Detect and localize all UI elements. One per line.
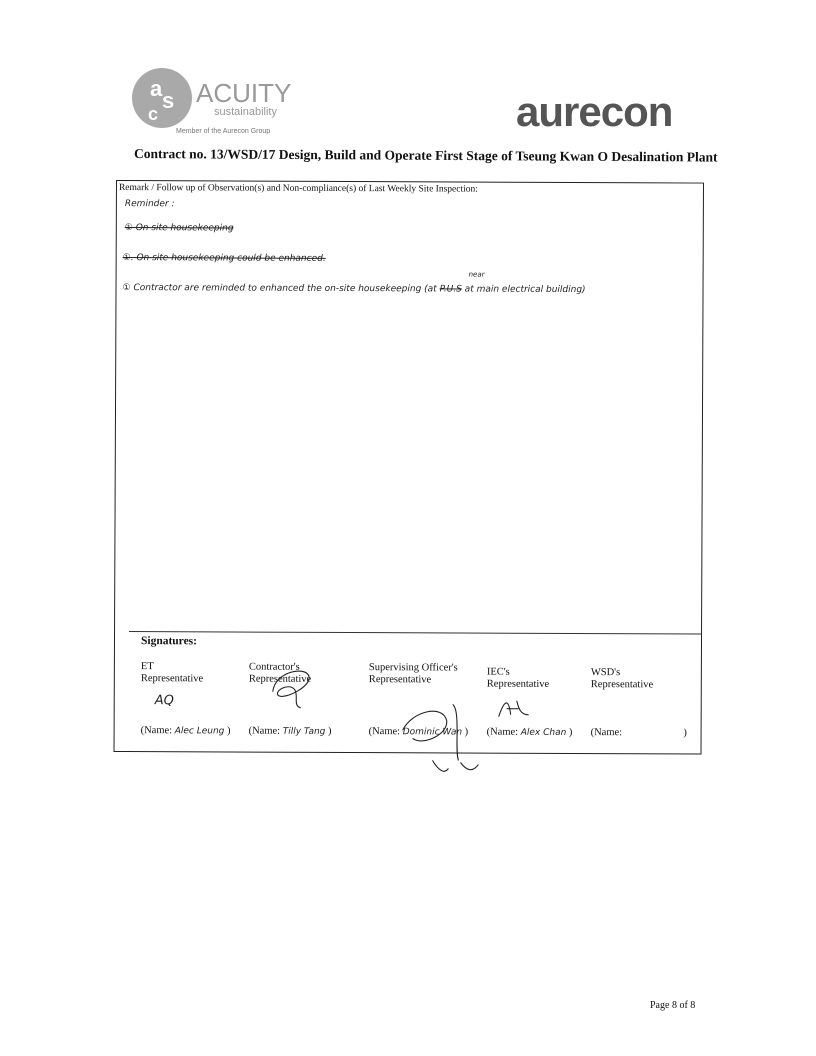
contractor-name-close: ) xyxy=(327,725,332,737)
remark-line-4-end: at main electrical building) xyxy=(464,284,586,296)
contractor-role-line2: Representative xyxy=(248,673,312,685)
wsd-name-label: (Name: xyxy=(590,727,623,739)
signature-divider xyxy=(129,631,701,634)
remark-line-4-insert: near xyxy=(468,270,485,279)
acuity-logo-sub: sustainability xyxy=(214,106,277,118)
iec-role xyxy=(487,667,549,691)
wsd-name-close: ) xyxy=(683,727,687,739)
svg-text:c: c xyxy=(148,104,159,124)
remark-line-4-text: Contractor are reminded to enhanced the on-site housekeeping (at xyxy=(133,283,437,295)
remark-form xyxy=(114,180,704,755)
wsd-role xyxy=(591,667,653,691)
iec-name-value: Alex Chan xyxy=(520,727,567,738)
page-number: Page 8 of 8 xyxy=(650,1000,696,1011)
contractor-name-label: (Name: xyxy=(248,725,281,737)
remark-line-3 xyxy=(123,253,326,264)
et-name-label: (Name: xyxy=(140,725,173,737)
contractor-name-row xyxy=(249,726,332,737)
acuity-logo-text: ACUITY xyxy=(196,78,292,108)
et-role-line2: Representative xyxy=(140,673,204,685)
so-name-value: Dominic Wan xyxy=(402,727,463,738)
so-name-row xyxy=(369,726,469,737)
iec-signature xyxy=(495,695,535,723)
et-signature: AQ xyxy=(154,693,174,709)
remark-line-1: Reminder : xyxy=(124,199,175,210)
so-name-label: (Name: xyxy=(368,726,401,738)
so-role-line2: Representative xyxy=(368,674,432,686)
contractor-name-value: Tilly Tang xyxy=(282,726,326,737)
wsd-role-line1: WSD's xyxy=(590,667,621,679)
et-name-row xyxy=(141,725,231,736)
et-role xyxy=(141,661,203,685)
remark-line-3-text: ①. On site housekeeping could be enhanced. xyxy=(122,253,326,264)
iec-name-row xyxy=(487,727,573,738)
iec-role-line1: IEC's xyxy=(486,666,510,678)
so-name-close: ) xyxy=(464,726,469,738)
signatures-heading: Signatures: xyxy=(140,635,198,648)
et-name-close: ) xyxy=(227,725,231,737)
acuity-member-text: Member of the Aurecon Group xyxy=(176,128,271,135)
so-role xyxy=(369,662,458,686)
iec-name-label: (Name: xyxy=(486,726,519,738)
remark-line-4-marker: ① xyxy=(122,283,131,294)
et-role-line1: ET xyxy=(140,661,154,673)
et-name-value: Alec Leung xyxy=(174,726,225,737)
contract-title: Contract no. 13/WSD/17 Design, Build and Operate First Stage of Tseung Kwan O Desalination Plant xyxy=(133,146,718,165)
remark-label: Remark / Follow up of Observation(s) and Non-compliance(s) of Last Weekly Site Inspection: xyxy=(118,183,478,195)
remark-line-2: ① On site housekeeping xyxy=(124,223,234,234)
so-role-line1: Supervising Officer's xyxy=(368,662,458,674)
aurecon-logo: aurecon xyxy=(516,88,673,135)
iec-role-line2: Representative xyxy=(486,678,550,690)
iec-name-close: ) xyxy=(568,726,573,738)
remark-line-4-strike: P.U.S xyxy=(439,284,462,295)
wsd-name-row xyxy=(591,727,687,738)
svg-text:s: s xyxy=(162,88,175,113)
contractor-role-line1: Contractor's xyxy=(248,661,300,673)
svg-text:a: a xyxy=(150,76,163,101)
contractor-signature xyxy=(265,662,325,712)
wsd-role-line2: Representative xyxy=(590,679,654,691)
remark-line-4 xyxy=(123,283,586,295)
